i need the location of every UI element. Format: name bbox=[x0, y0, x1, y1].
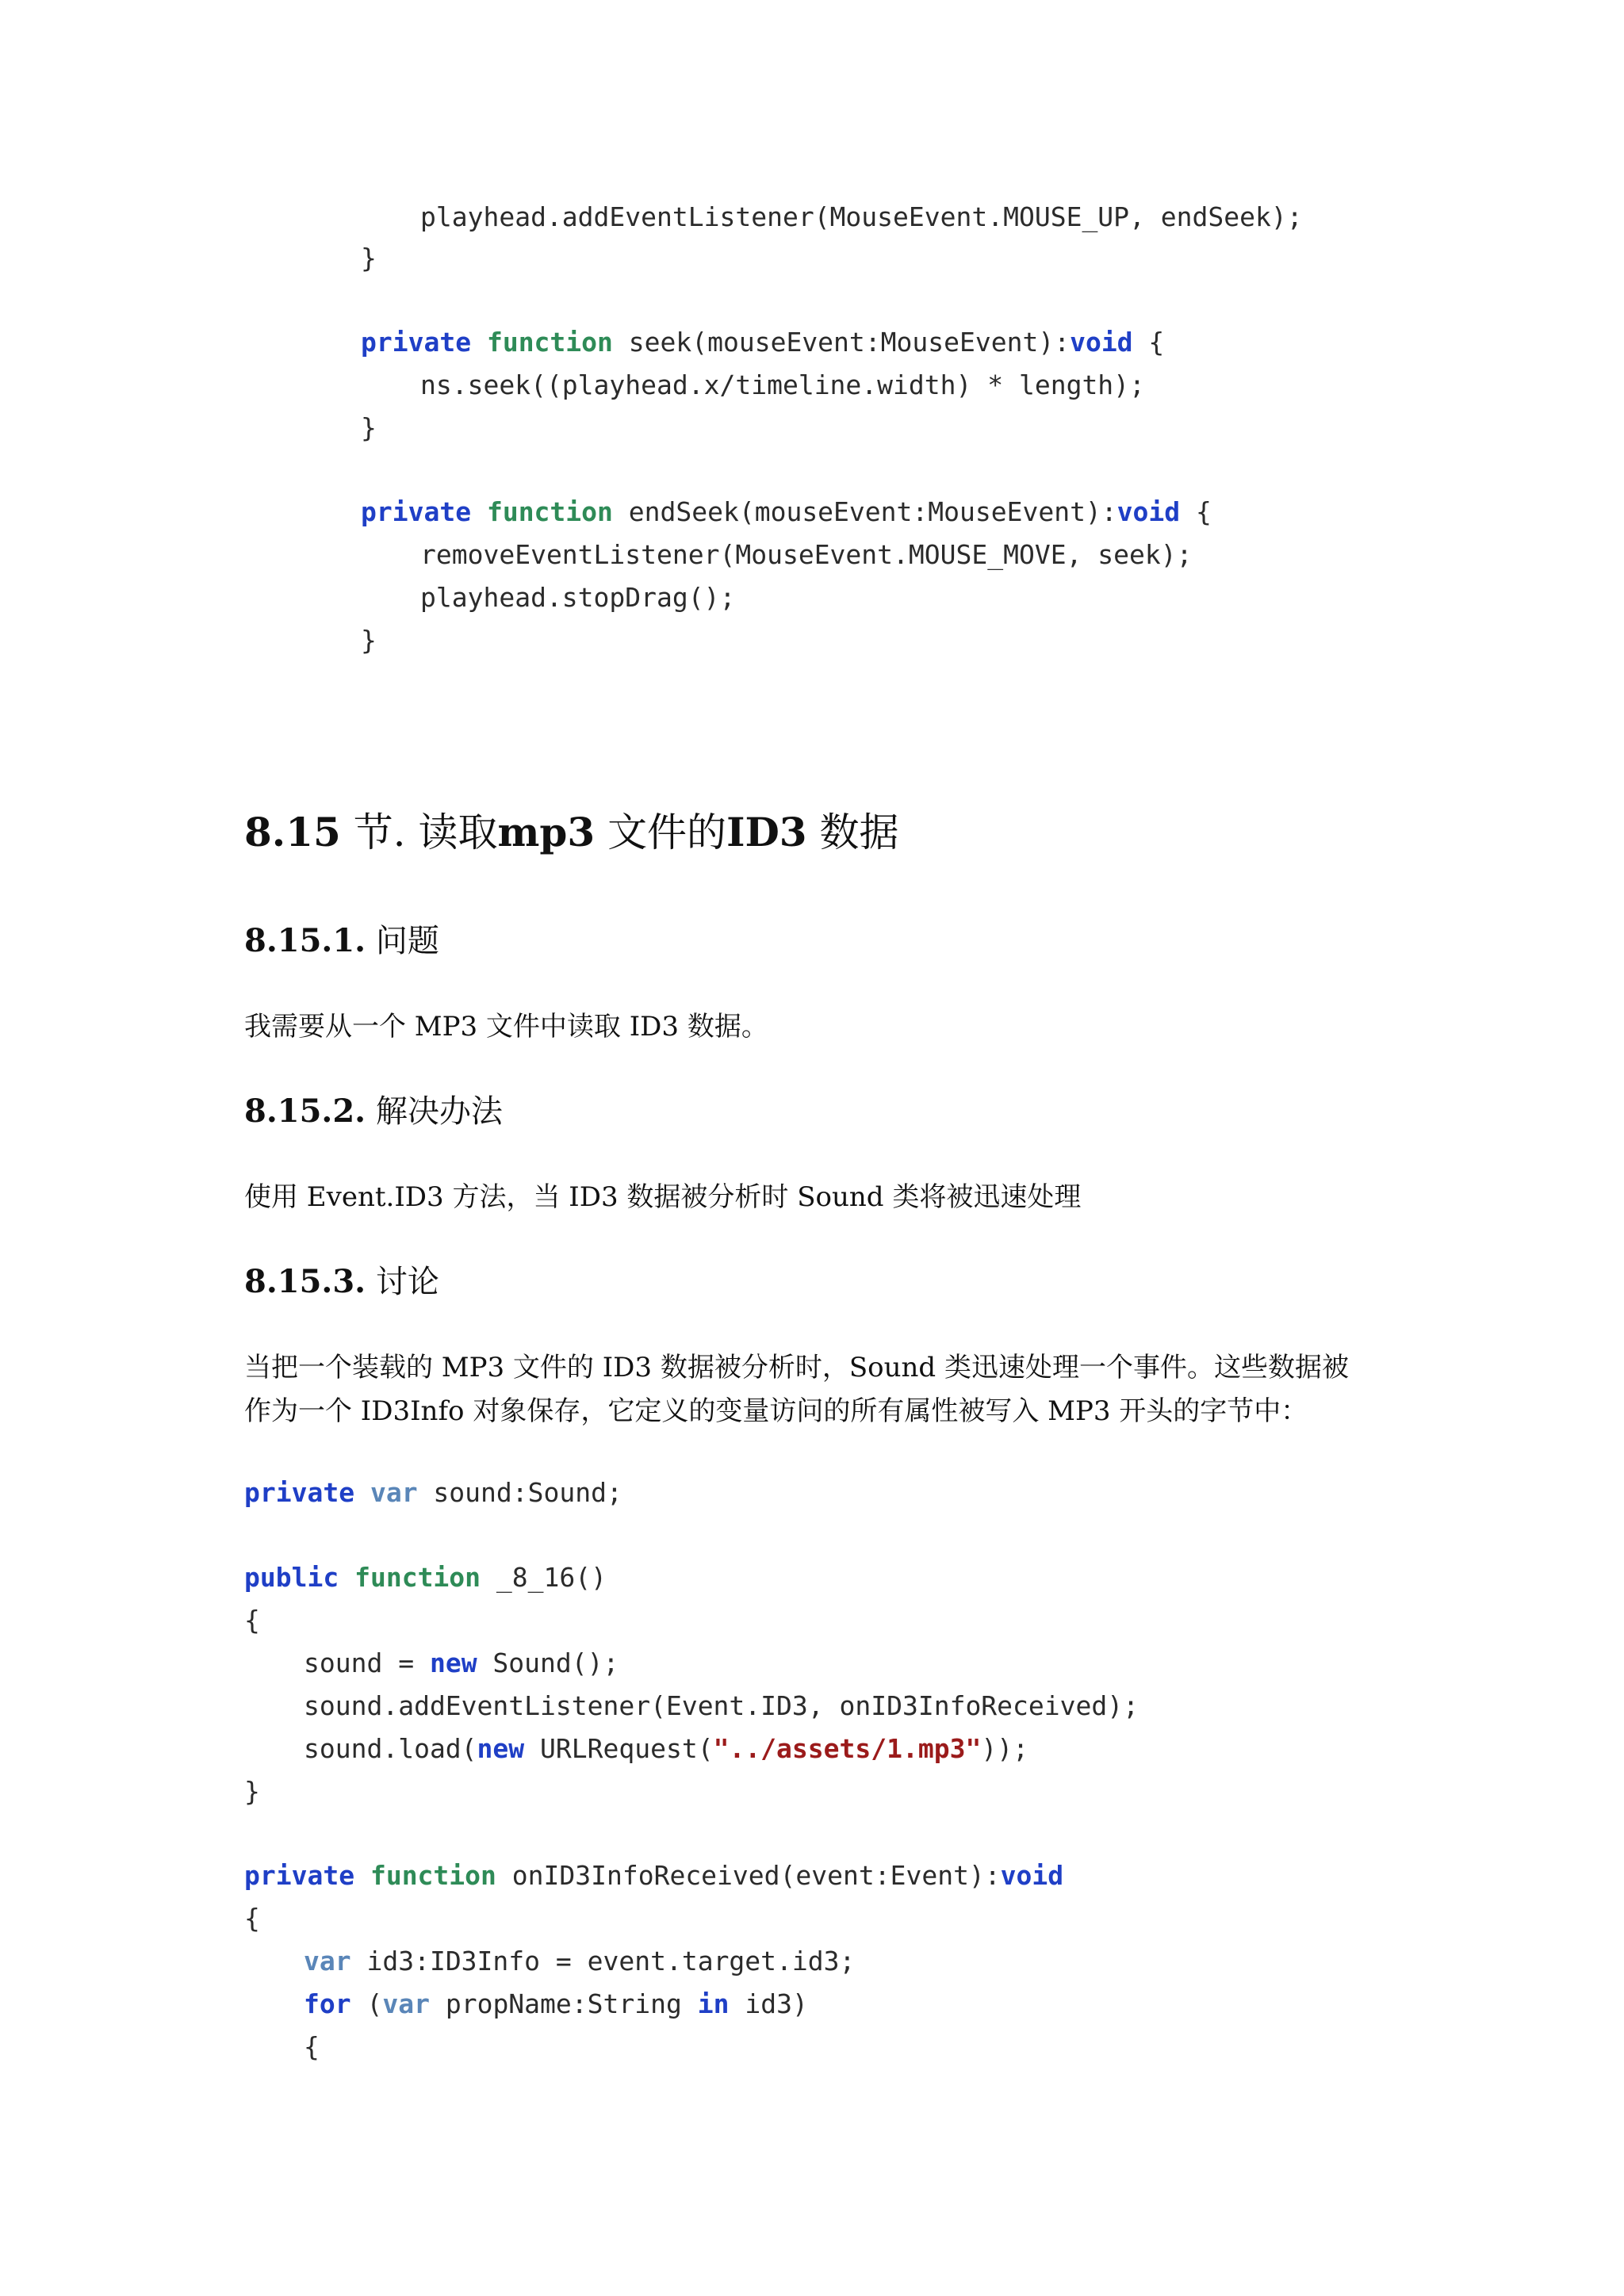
code-line bbox=[304, 1733, 1028, 1765]
code-text: ns.seek((playhead.x/timeline.width) * length); bbox=[420, 369, 1145, 400]
code-text: id3) bbox=[729, 1988, 808, 2019]
code-text bbox=[354, 1477, 370, 1508]
code-text: ( bbox=[350, 1988, 383, 2019]
subsection-title: 问题 bbox=[375, 923, 439, 959]
code-text: propName:String bbox=[429, 1988, 698, 2019]
code-text: } bbox=[361, 625, 377, 656]
subsection-heading-problem bbox=[244, 920, 439, 962]
paragraph-problem: 我需要从一个 MP3 文件中读取 ID3 数据。 bbox=[244, 1011, 768, 1043]
subsection-number: 8.15.2. bbox=[244, 1093, 366, 1130]
code-line bbox=[420, 369, 1145, 401]
code-text: { bbox=[244, 1605, 260, 1636]
code-text bbox=[471, 496, 487, 527]
code-text: { bbox=[244, 1903, 260, 1934]
code-keyword: private bbox=[361, 327, 472, 358]
code-text: } bbox=[361, 412, 377, 443]
paragraph-solution: 使用 Event.ID3 方法，当 ID3 数据被分析时 Sound 类将被迅速处理 bbox=[244, 1181, 1082, 1213]
code-keyword: function bbox=[486, 496, 613, 527]
section-title-prefix: 节. bbox=[353, 809, 406, 855]
code-text: { bbox=[1132, 327, 1165, 358]
subsection-number: 8.15.3. bbox=[244, 1263, 366, 1300]
code-text: { bbox=[1180, 496, 1212, 527]
code-line bbox=[361, 327, 1164, 358]
code-line bbox=[420, 201, 1303, 233]
code-line bbox=[244, 1860, 1063, 1892]
code-text: playhead.addEventListener(MouseEvent.MOUSE_UP, endSeek); bbox=[420, 201, 1303, 232]
code-text: sound.load( bbox=[304, 1733, 477, 1764]
code-text: } bbox=[361, 243, 377, 274]
section-title-part2: 文件的 bbox=[607, 809, 727, 855]
code-line bbox=[361, 496, 1212, 528]
code-keyword: function bbox=[370, 1860, 496, 1891]
code-text: playhead.stopDrag(); bbox=[420, 582, 736, 613]
code-text: URLRequest( bbox=[524, 1733, 714, 1764]
code-keyword: void bbox=[1116, 496, 1181, 527]
code-keyword: "../assets/1.mp3" bbox=[713, 1733, 982, 1764]
code-keyword: new bbox=[429, 1647, 477, 1678]
code-keyword: void bbox=[1070, 327, 1133, 358]
code-text: id3:ID3Info = event.target.id3; bbox=[350, 1946, 856, 1976]
section-number: 8.15 bbox=[244, 809, 341, 855]
code-keyword: void bbox=[1000, 1860, 1064, 1891]
code-line bbox=[420, 539, 1193, 571]
code-line bbox=[420, 582, 735, 614]
code-keyword: new bbox=[477, 1733, 525, 1764]
code-keyword: function bbox=[354, 1562, 481, 1593]
paragraph-discussion bbox=[244, 1346, 1386, 1433]
code-text: Sound(); bbox=[477, 1647, 619, 1678]
code-line bbox=[304, 1690, 1139, 1722]
code-text: sound = bbox=[304, 1647, 430, 1678]
code-line bbox=[244, 1776, 260, 1808]
subsection-number: 8.15.1. bbox=[244, 922, 366, 959]
code-keyword: in bbox=[697, 1988, 730, 2019]
code-keyword: private bbox=[244, 1860, 355, 1891]
code-text bbox=[471, 327, 487, 358]
subsection-heading-solution bbox=[244, 1091, 503, 1132]
code-line bbox=[244, 1605, 260, 1636]
code-keyword: var bbox=[304, 1946, 351, 1976]
code-text: seek(mouseEvent:MouseEvent): bbox=[612, 327, 1071, 358]
code-line bbox=[304, 1946, 855, 1977]
code-text: )); bbox=[981, 1733, 1028, 1764]
code-text: endSeek(mouseEvent:MouseEvent): bbox=[612, 496, 1117, 527]
code-text: { bbox=[304, 2031, 320, 2062]
code-line bbox=[304, 2031, 320, 2063]
code-keyword: var bbox=[370, 1477, 418, 1508]
code-text: onID3InfoReceived(event:Event): bbox=[496, 1860, 1001, 1891]
code-keyword: private bbox=[244, 1477, 355, 1508]
section-title-part1: 读取 bbox=[418, 809, 498, 855]
paragraph-line: 作为一个 ID3Info 对象保存，它定义的变量访问的所有属性被写入 MP3 开头的字节中： bbox=[244, 1395, 1308, 1427]
subsection-title: 讨论 bbox=[375, 1264, 439, 1300]
code-keyword: private bbox=[361, 496, 472, 527]
section-title-bold2: ID3 bbox=[726, 809, 807, 855]
code-text: sound.addEventListener(Event.ID3, onID3InfoReceived); bbox=[304, 1690, 1139, 1721]
code-line bbox=[361, 412, 377, 444]
code-text: } bbox=[244, 1776, 260, 1807]
code-text: _8_16() bbox=[481, 1562, 607, 1593]
code-line bbox=[244, 1903, 260, 1934]
code-text bbox=[354, 1860, 370, 1891]
subsection-heading-discussion bbox=[244, 1261, 439, 1303]
code-keyword: public bbox=[244, 1562, 339, 1593]
code-line bbox=[361, 243, 377, 274]
code-text: removeEventListener(MouseEvent.MOUSE_MOVE, seek); bbox=[420, 539, 1193, 570]
subsection-title: 解决办法 bbox=[375, 1093, 503, 1130]
code-line bbox=[244, 1477, 622, 1509]
code-keyword: for bbox=[304, 1988, 351, 2019]
code-keyword: function bbox=[486, 327, 613, 358]
code-line bbox=[304, 1647, 619, 1679]
paragraph-line: 当把一个装载的 MP3 文件的 ID3 数据被分析时，Sound 类迅速处理一个事件。这些数据被 bbox=[244, 1352, 1350, 1383]
code-line bbox=[361, 625, 377, 656]
section-title-part3: 数据 bbox=[819, 809, 899, 855]
code-text bbox=[339, 1562, 354, 1593]
code-line bbox=[304, 1988, 808, 2020]
section-title-bold1: mp3 bbox=[497, 809, 596, 855]
code-keyword: var bbox=[382, 1988, 430, 2019]
section-heading bbox=[244, 807, 899, 858]
code-line bbox=[244, 1562, 607, 1594]
code-text: sound:Sound; bbox=[417, 1477, 622, 1508]
